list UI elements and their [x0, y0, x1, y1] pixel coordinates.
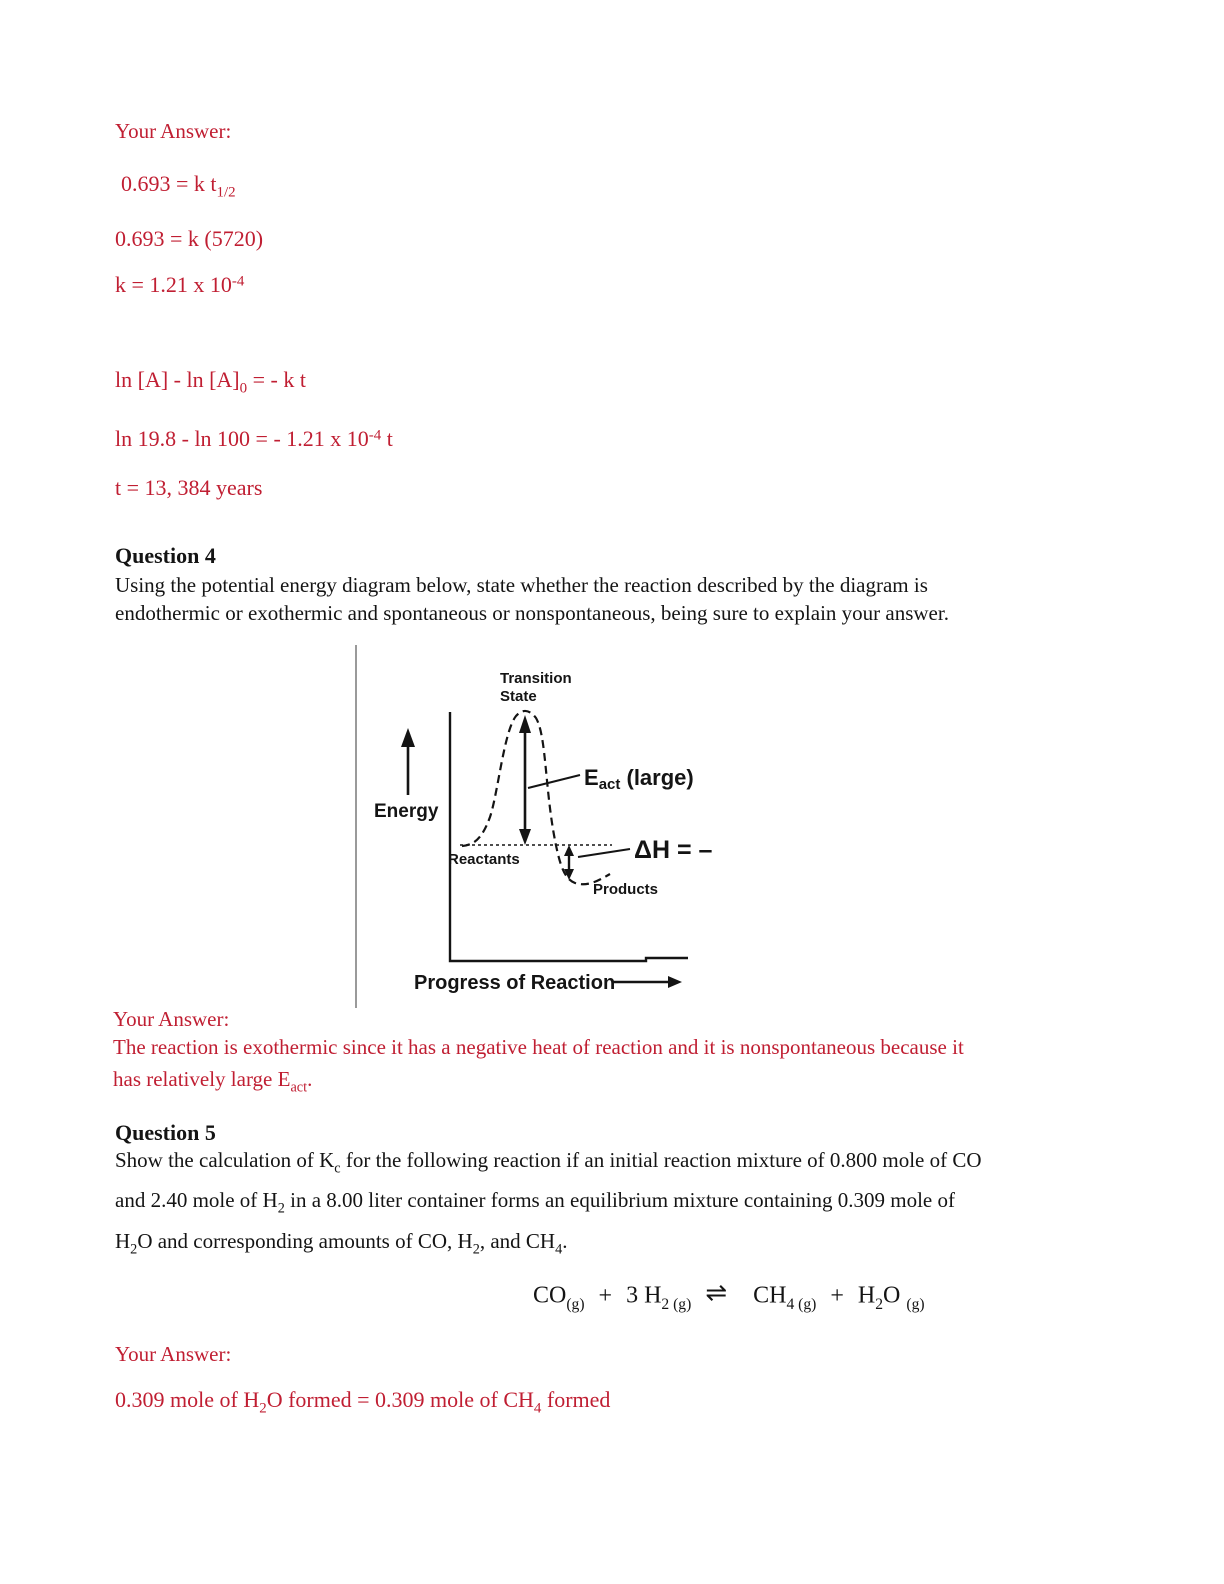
question-4-body-line2: endothermic or exothermic and spontaneous or nonspontaneous, being sure to explain your answer. — [115, 601, 949, 625]
q5-line3-s2: 2 — [472, 1241, 480, 1258]
q5-answer-p1: 0.309 mole of H — [115, 1387, 260, 1412]
q3-eq1-sub: 1/2 — [216, 184, 236, 201]
question-5-body-line3 — [115, 1228, 567, 1259]
q5-your-answer-label: Your Answer: — [115, 1342, 232, 1366]
eq-term-h2o-o: O — [883, 1282, 901, 1309]
q5-line3-p1: H — [115, 1229, 131, 1253]
question-4-body-line1: Using the potential energy diagram below, state whether the reaction described by the diagram is — [115, 573, 928, 597]
eact-label-sub: act — [598, 776, 621, 793]
q3-eq5-sup: -4 — [368, 427, 382, 444]
q3-eq-substitution: 0.693 = k (5720) — [115, 226, 264, 251]
q5-line1-sub: c — [334, 1160, 341, 1177]
q3-eq1-main: 0.693 = k t — [121, 171, 217, 196]
eact-label-suffix: (large) — [620, 765, 694, 790]
progress-arrow-head — [668, 976, 682, 988]
equilibrium-arrows: ⇌ — [705, 1278, 728, 1307]
q5-answer-p2: O formed = 0.309 mole of CH — [266, 1387, 534, 1412]
q4-answer-line2-sub: act — [290, 1079, 308, 1096]
eq-term-h2-state: 2 (g) — [661, 1296, 692, 1314]
q3-eq-rate-constant — [115, 271, 244, 300]
eq-term-h2o-h: H — [857, 1282, 876, 1309]
transition-state-label-line2: State — [500, 688, 537, 705]
q3-eq4-pre: ln [A] - ln [A] — [115, 367, 240, 392]
eq-term-ch4: CH — [753, 1282, 787, 1309]
eq-term-h2: 3 H — [626, 1282, 662, 1309]
q3-eq4-sub: 0 — [239, 380, 248, 397]
eact-label — [584, 765, 694, 793]
products-label: Products — [593, 881, 659, 898]
q3-eq-time-result: t = 13, 384 years — [115, 475, 263, 500]
q3-eq5-pre: ln 19.8 - ln 100 = - 1.21 x 10 — [115, 426, 369, 451]
q3-eq-half-life — [121, 170, 236, 203]
eq-term-h2o-sub2: 2 — [875, 1296, 884, 1314]
eact-pointer-line — [528, 775, 580, 788]
q3-eq-integrated-law — [115, 366, 306, 399]
q5-line3-p4: . — [562, 1229, 568, 1253]
delta-h-pointer-line — [578, 849, 630, 857]
question-5-body-line1 — [115, 1147, 982, 1178]
energy-axis-label: Energy — [374, 801, 439, 822]
q4-answer-line1: The reaction is exothermic since it has a negative heat of reaction and it is nonspontaneous because it — [113, 1035, 964, 1059]
q4-your-answer-label: Your Answer: — [113, 1007, 230, 1031]
q3-eq4-post: = - k t — [247, 367, 306, 392]
eact-arrow-head-top — [519, 715, 531, 733]
q4-answer-line2-post: . — [307, 1067, 313, 1091]
delta-h-label: ΔH = – — [634, 836, 713, 864]
q5-line2-pre: and 2.40 mole of H — [115, 1188, 278, 1212]
q5-line3-p2: O and corresponding amounts of CO, H — [137, 1229, 473, 1253]
q5-line3-p3: , and CH — [479, 1229, 556, 1253]
q5-answer-line — [115, 1386, 610, 1419]
q3-eq3-main: k = 1.21 x 10 — [115, 272, 232, 297]
potential-energy-diagram — [340, 645, 760, 1010]
q3-your-answer-label: Your Answer: — [115, 119, 232, 143]
q5-line3-s3: 4 — [555, 1241, 563, 1258]
q5-line2-sub: 2 — [277, 1200, 285, 1217]
reactants-label: Reactants — [448, 851, 520, 868]
q5-line1-post: for the following reaction if an initial reaction mixture of 0.800 mole of CO — [340, 1148, 982, 1172]
transition-state-label-line1: Transition — [500, 670, 572, 687]
eact-label-e: E — [584, 765, 599, 790]
q5-answer-s2: 4 — [533, 1400, 542, 1417]
chemical-equation — [533, 1278, 925, 1314]
progress-of-reaction-label: Progress of Reaction — [414, 972, 616, 994]
q5-answer-s1: 2 — [259, 1400, 267, 1417]
q3-eq5-post: t — [381, 426, 393, 451]
eq-term-h2o-state: (g) — [906, 1296, 925, 1314]
eq-plus-1: + — [598, 1282, 613, 1309]
q3-eq3-sup: -4 — [231, 273, 245, 290]
energy-arrow-head — [401, 728, 415, 747]
q4-answer-line2 — [113, 1066, 312, 1097]
eq-term-co-state: (g) — [566, 1296, 585, 1314]
q5-answer-p3: formed — [541, 1387, 611, 1412]
delta-h-arrow-head-top — [564, 845, 574, 856]
eact-arrow-head-bottom — [519, 829, 531, 845]
eq-plus-2: + — [830, 1282, 844, 1309]
q3-eq-ln-values — [115, 425, 393, 454]
q5-line3-s1: 2 — [130, 1241, 138, 1258]
eq-term-co: CO — [533, 1282, 567, 1309]
question-5-heading: Question 5 — [115, 1120, 216, 1145]
q5-line1-pre: Show the calculation of K — [115, 1148, 335, 1172]
q5-line2-post: in a 8.00 liter container forms an equilibrium mixture containing 0.309 mole of — [284, 1188, 955, 1212]
q4-answer-line2-pre: has relatively large E — [113, 1067, 291, 1091]
question-5-body-line2 — [115, 1187, 955, 1218]
eq-term-ch4-state: 4 (g) — [786, 1296, 817, 1314]
question-4-heading: Question 4 — [115, 543, 216, 568]
